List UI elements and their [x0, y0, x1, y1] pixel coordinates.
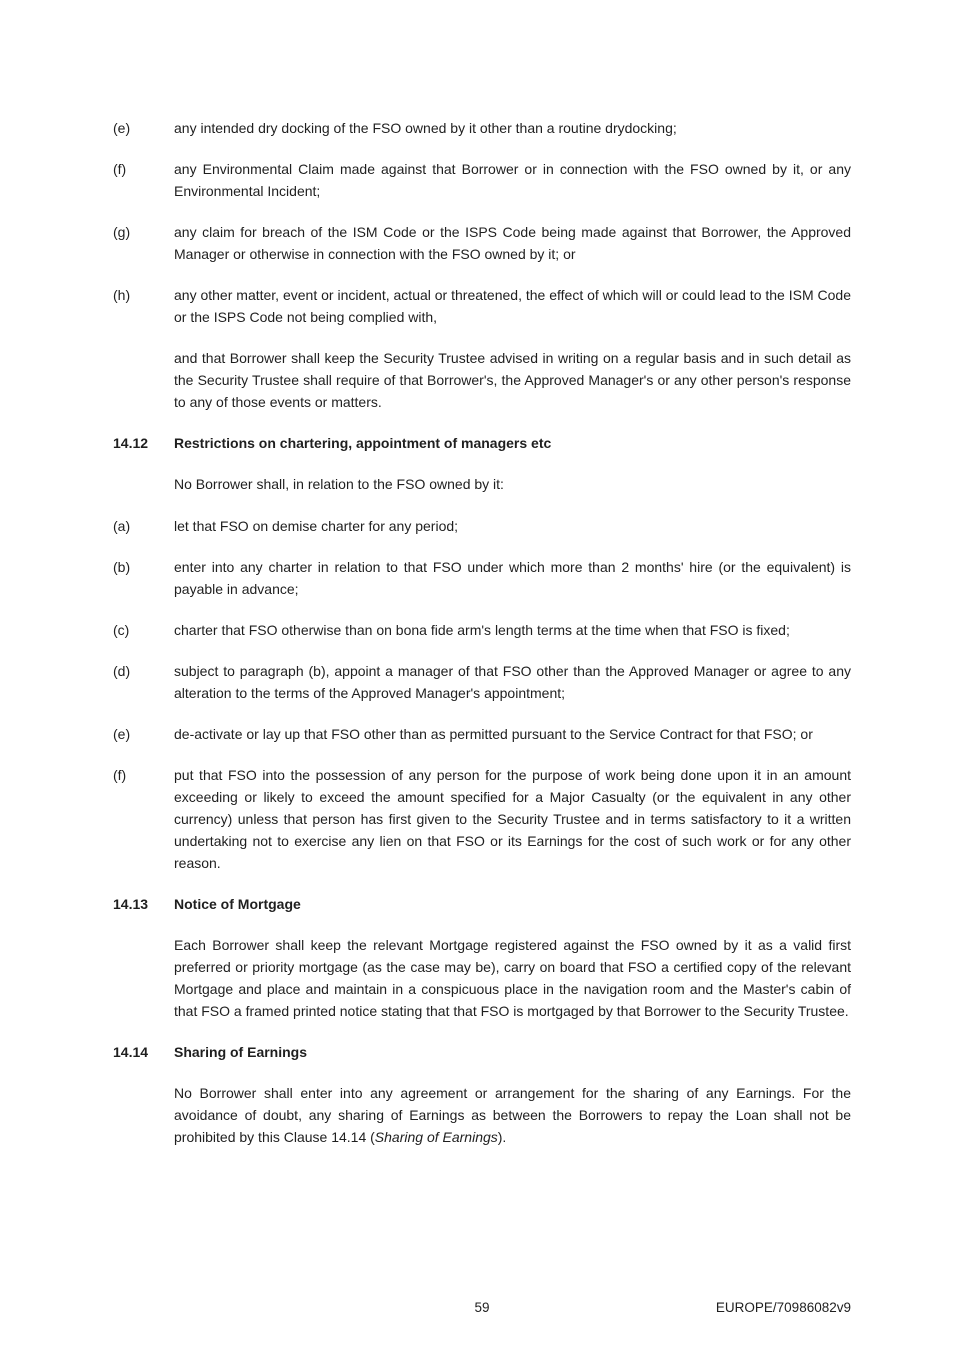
section-intro: No Borrower shall, in relation to the FSO owned by it:: [174, 476, 504, 492]
body-text-pre: No Borrower shall enter into any agreement or arrangement for the sharing of any Earnings. For the avoidance of doubt, any sharing of Earnings as between the Borrowers to repay the Loan shall not be prohibited by this Clause 14.14 (: [174, 1085, 851, 1145]
list-item-e: [113, 117, 851, 139]
list-item-label: (f): [113, 161, 127, 177]
list-item-label: (e): [113, 726, 131, 742]
continuation-paragraph: and that Borrower shall keep the Security Trustee advised in writing on a regular basis and in such detail as the Security Trustee shall require of that Borrower's, the Approved Manager's or any other person's response to any of those events or matters.: [174, 350, 851, 410]
section-heading-14-12: [113, 432, 851, 454]
list-item-text: any other matter, event or incident, actual or threatened, the effect of which will or could lead to the ISM Code or the ISPS Code not being complied with,: [174, 287, 851, 325]
section-title: Restrictions on chartering, appointment of managers etc: [174, 435, 552, 451]
list-item-g: [113, 221, 851, 265]
list-item-text: any claim for breach of the ISM Code or the ISPS Code being made against that Borrower, the Approved Manager or otherwise in connection with the FSO owned by it; or: [174, 224, 851, 262]
list-item-label: (h): [113, 287, 131, 303]
list-item-text: any intended dry docking of the FSO owned by it other than a routine drydocking;: [174, 120, 677, 136]
section-heading-14-14: [113, 1041, 851, 1063]
section-title: Sharing of Earnings: [174, 1044, 308, 1060]
list-item-f2: [113, 764, 851, 874]
section-title: Notice of Mortgage: [174, 896, 301, 912]
body-text-post: ).: [497, 1129, 507, 1145]
list-item-c: [113, 619, 851, 641]
list-item-f: [113, 158, 851, 202]
list-item-label: (d): [113, 663, 131, 679]
list-item-label: (b): [113, 559, 131, 575]
body-text-italic: Sharing of Earnings: [374, 1129, 498, 1145]
document-content: [113, 117, 851, 1167]
list-item-label: (e): [113, 120, 131, 136]
list-item-d: [113, 660, 851, 704]
list-item-text: enter into any charter in relation to that FSO under which more than 2 months' hire (or the equivalent) is payable in advance;: [174, 559, 851, 597]
list-item-h: [113, 284, 851, 328]
section-body-14-14: [174, 1082, 851, 1148]
list-item-text: let that FSO on demise charter for any period;: [174, 518, 459, 534]
section-heading-14-13: [113, 893, 851, 915]
section-number: 14.14: [113, 1044, 149, 1060]
list-item-label: (a): [113, 518, 131, 534]
page-number: 59: [474, 1300, 490, 1315]
list-item-b: [113, 556, 851, 600]
list-item-text: de-activate or lay up that FSO other than as permitted pursuant to the Service Contract for that FSO; or: [174, 726, 813, 742]
document-reference: EUROPE/70986082v9: [715, 1300, 851, 1315]
list-item-text: put that FSO into the possession of any person for the purpose of work being done upon it in an amount exceeding or likely to exceed the amount specified for a Major Casualty (or the equivalent in any other currency) unless that person has first given to the Security Trustee and in terms satisfactory to it a written undertaking not to exercise any lien on that FSO or its Earnings for the cost of such work or for any other reason.: [174, 767, 851, 871]
section-number: 14.12: [113, 435, 149, 451]
list-item-label: (c): [113, 622, 130, 638]
list-item-a: [113, 515, 851, 537]
list-item-text: subject to paragraph (b), appoint a manager of that FSO other than the Approved Manager or agree to any alteration to the terms of the Approved Manager's appointment;: [174, 663, 851, 701]
list-item-text: any Environmental Claim made against that Borrower or in connection with the FSO owned by it, or any Environmental Incident;: [174, 161, 851, 199]
section-body-14-13: Each Borrower shall keep the relevant Mortgage registered against the FSO owned by it as a valid first preferred or priority mortgage (as the case may be), carry on board that FSO a certified copy of the relevant Mortgage and place and maintain in a conspicuous place in the navigation room and the Master's cabin of that FSO a framed printed notice stating that that FSO is mortgaged by that Borrower to the Security Trustee.: [174, 937, 851, 1019]
list-item-text: charter that FSO otherwise than on bona fide arm's length terms at the time when that FSO is fixed;: [174, 622, 790, 638]
list-item-e2: [113, 723, 851, 745]
list-item-label: (g): [113, 224, 131, 240]
list-item-label: (f): [113, 767, 127, 783]
section-number: 14.13: [113, 896, 149, 912]
